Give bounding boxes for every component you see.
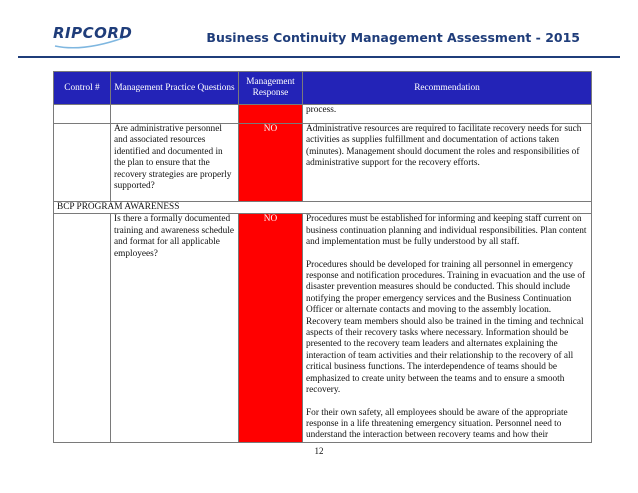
recommendation-cell: process. [303,105,592,124]
response-cell: NO [239,124,303,202]
page-number: 12 [314,446,324,456]
table-header-row [54,72,592,105]
question-cell [111,105,239,124]
control-cell [54,214,111,442]
column-header-recommendation: Recommendation [303,72,592,105]
control-cell [54,105,111,124]
control-cell [54,124,111,202]
recommendation-paragraph: Procedures should be developed for training all personnel in emergency response and notification procedures. Training in evacuation and the use of disaster prevention measures should be conducted. This should include notifying the proper emergency services and the Business Continuation Officer or alternate contacts and moving to the assembly location. Recovery team members should also be trained in the timing and technical aspects of their recovery tasks where necessary. Information should be presented to the recovery team leaders and alternates explaining the interaction of team activities and their relationship to the recovery of all critical business functions. The interdependence of teams should be emphasized to create unity between the teams and to ensure a smooth recovery. [306,259,586,396]
column-header-control: Control # [54,72,111,105]
column-header-questions: Management Practice Questions [111,72,239,105]
column-header-response: Management Response [239,72,303,105]
recommendation-paragraph: Procedures must be established for informing and keeping staff current on business continuation planning and individual responsibilities. Plan content and implementation must be fully understood by all staff. [306,214,587,248]
table-row [54,105,592,124]
recommendation-cell [303,214,592,442]
section-heading-row [54,202,592,214]
header-divider [18,56,620,58]
section-heading: BCP PROGRAM AWARENESS [54,202,592,214]
response-cell [239,105,303,124]
question-cell: Is there a formally documented training and awareness schedule and format for all applicable employees? [111,214,239,442]
table-row [54,214,592,442]
table-row [54,124,592,202]
recommendation-cell: Administrative resources are required to facilitate recovery needs for such activities as supplies fulfillment and documentation of actions taken (minutes). Management should document the roles and responsibilities of administrative support for the recovery efforts. [303,124,592,202]
ripcord-logo [53,22,133,52]
assessment-table [53,71,592,443]
response-cell: NO [239,214,303,442]
document-title: Business Continuity Management Assessment - 2015 [206,30,580,45]
question-cell: Are administrative personnel and associated resources identified and documented in the plan to ensure that the recovery strategies are properly supported? [111,124,239,202]
recommendation-paragraph: For their own safety, all employees should be aware of the appropriate response in a life threatening emergency situation. Personnel need to understand the interaction between recovery teams and how their [306,407,568,441]
logo-text: RIPCORD [53,24,133,42]
